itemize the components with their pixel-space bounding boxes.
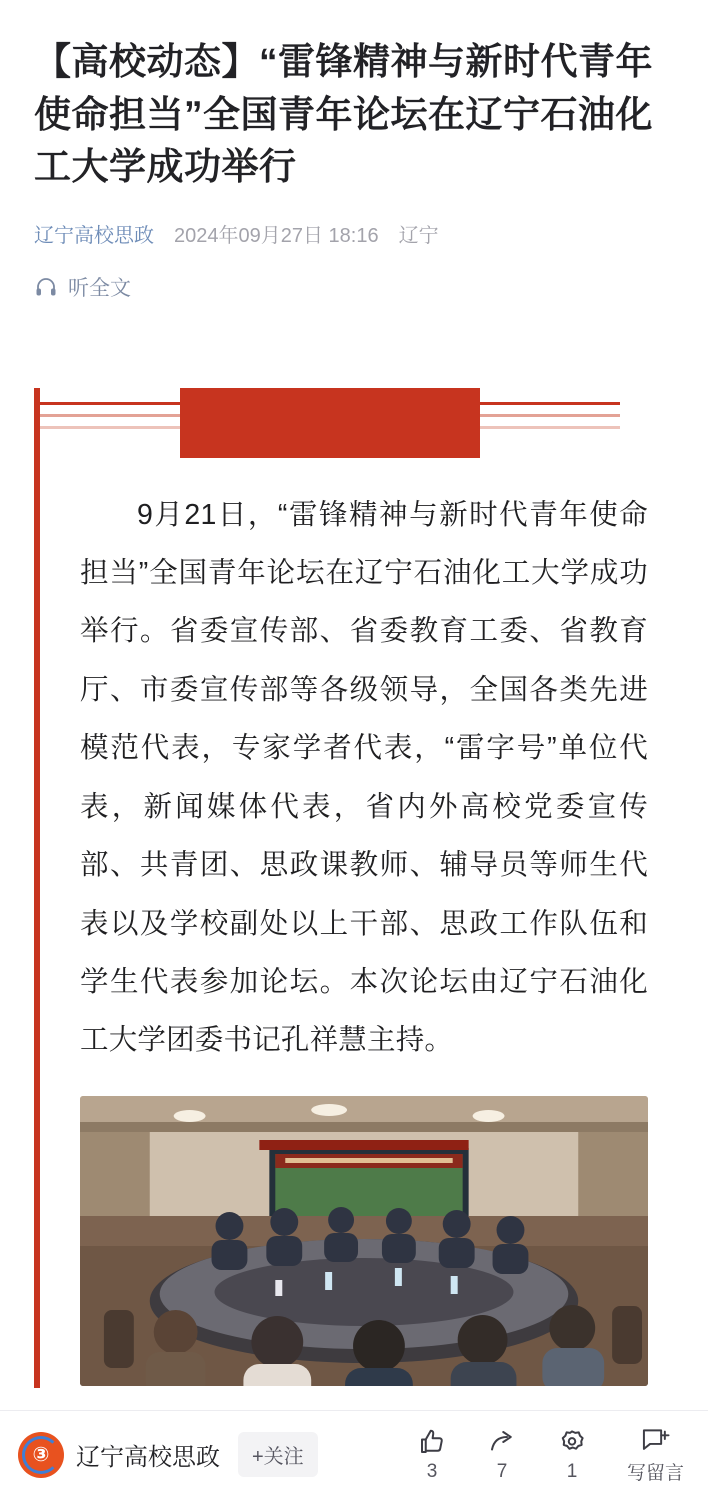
- action-group: [417, 1424, 690, 1485]
- comment-label: 写留言: [626, 1463, 684, 1484]
- favorite-action[interactable]: [557, 1427, 587, 1483]
- account-block[interactable]: [18, 1432, 318, 1478]
- favorite-icon[interactable]: [557, 1427, 587, 1457]
- meta-date: 2024年09月27日 18:16: [174, 224, 379, 247]
- article-header: [0, 0, 708, 302]
- decorative-header: [40, 388, 674, 468]
- thumbs-up-icon[interactable]: [417, 1427, 447, 1457]
- follow-button[interactable]: +关注: [238, 1432, 318, 1477]
- conference-photo-illustration: [80, 1096, 648, 1386]
- meta-source[interactable]: 辽宁高校思政: [34, 224, 154, 247]
- bottom-action-bar: [0, 1410, 708, 1498]
- comment-action[interactable]: [627, 1424, 684, 1485]
- favorite-count: 1: [566, 1460, 578, 1482]
- article-meta: [34, 226, 674, 246]
- listen-label: 听全文: [68, 276, 131, 300]
- listen-article-button[interactable]: [34, 272, 674, 302]
- meta-location: 辽宁: [398, 224, 439, 247]
- avatar[interactable]: [18, 1432, 64, 1478]
- share-icon[interactable]: [487, 1427, 517, 1457]
- share-count: 7: [496, 1460, 508, 1482]
- page-title: 【高校动态】“雷锋精神与新时代青年使命担当”全国青年论坛在辽宁石油化工大学成功举行: [34, 41, 653, 188]
- article-photo[interactable]: [80, 1096, 648, 1386]
- headphone-icon: [34, 275, 58, 299]
- share-action[interactable]: [487, 1427, 517, 1483]
- decorative-lines-right: [480, 388, 620, 438]
- comment-icon[interactable]: [639, 1424, 671, 1454]
- decorative-block: [180, 388, 480, 458]
- content-card: [34, 388, 674, 1388]
- account-name[interactable]: 辽宁高校思政: [76, 1444, 220, 1471]
- decorative-lines-left: [40, 388, 180, 438]
- like-count: 3: [426, 1460, 438, 1482]
- avatar-glyph: ③: [32, 1444, 50, 1466]
- article-paragraph: 9月21日，“雷锋精神与新时代青年使命担当”全国青年论坛在辽宁石油化工大学成功举行。省委宣传部、省委教育工委、省教育厅、市委宣传部等各级领导，全国各类先进模范代表，专家学者代表，“雷字号”单位代表，新闻媒体代表，省内外高校党委宣传部、共青团、思政课教师、辅导员等师生代表以及学校副处以上干部、思政工作队伍和学生代表参加论坛。本次论坛由辽宁石油化工大学团委书记孔祥慧主持。: [80, 498, 648, 1057]
- article-body: [0, 388, 708, 1388]
- like-action[interactable]: [417, 1427, 447, 1483]
